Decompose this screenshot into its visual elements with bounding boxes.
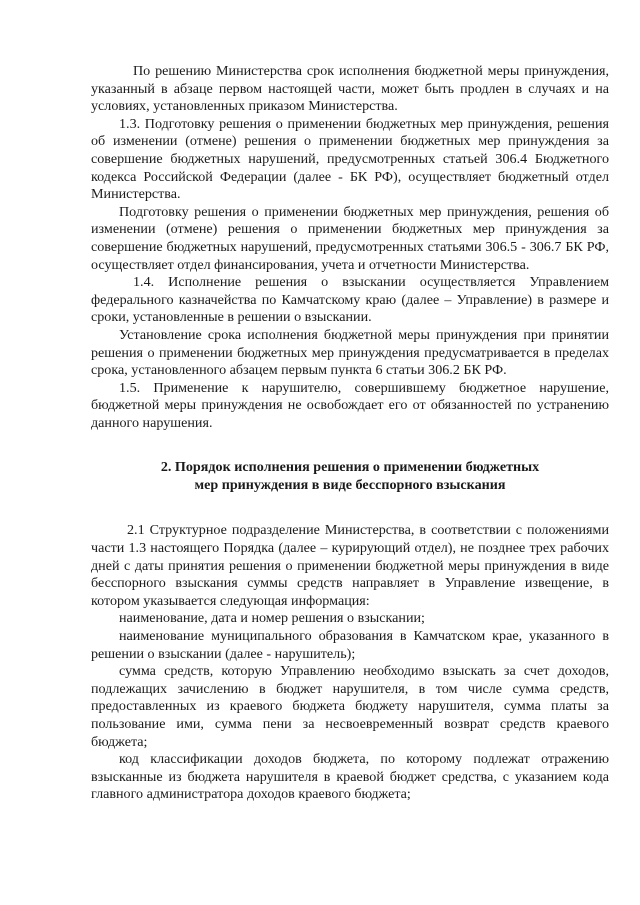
paragraph: 1.3. Подготовку решения о применении бюджетных мер принуждения, решения об изменении (отмене) решения о применении бюджетных мер принуждения за совершение бюджетных нарушений, предусмотренных статьей 306.4 Бюджетного кодекса Российской Федерации (далее - БК РФ), осуществляет бюджетный отдел Министерства. <box>91 115 609 203</box>
document-body <box>91 63 609 804</box>
paragraph: 1.4. Исполнение решения о взыскании осуществляется Управлением федерального казначейства по Камчатскому краю (далее – Управление) в размере и сроки, установленные в решении о взыскании. <box>91 274 609 326</box>
paragraph: Подготовку решения о применении бюджетных мер принуждения, решения об изменении (отмене) решения о применении бюджетных мер принуждения за совершение бюджетных нарушений, предусмотренных статьями 306.5 - 306.7 БК РФ, осуществляет отдел финансирования, учета и отчетности Министерства. <box>91 203 609 273</box>
paragraph: наименование муниципального образования в Камчатском крае, указанного в решении о взыскании (далее - нарушитель); <box>91 628 609 662</box>
paragraph: 1.5. Применение к нарушителю, совершившему бюджетное нарушение, бюджетной меры принуждения не освобождает его от обязанностей по устранению данного нарушения. <box>91 379 609 431</box>
paragraph: Установление срока исполнения бюджетной меры принуждения при принятии решения о применении бюджетных мер принуждения предусматривается в пределах срока, установленного абзацем первым пункта 6 статьи 306.2 БК РФ. <box>91 326 609 379</box>
paragraph: сумма средств, которую Управлению необходимо взыскать за счет доходов, подлежащих зачислению в бюджет нарушителя, в том числе сумма средств, предоставленных из краевого бюджета бюджету нарушителя, сумма платы за пользование ими, сумма пени за несвоевременный возврат средств краевого бюджета; <box>91 663 609 750</box>
paragraph: 2.1 Структурное подразделение Министерства, в соответствии с положениями части 1.3 настоящего Порядка (далее – курирующий отдел), не позднее трех рабочих дней с даты принятия решения о применении бюджетной меры принуждения в виде бесспорного взыскания суммы средств направляет в Управление извещение, в котором указывается следующая информация: <box>91 522 609 609</box>
paragraph: По решению Министерства срок исполнения бюджетной меры принуждения, указанный в абзаце первом настоящей части, может быть продлен в случаях и на условиях, установленных приказом Министерства. <box>91 63 609 115</box>
spacer <box>91 494 609 522</box>
section-heading <box>91 458 609 494</box>
paragraph: наименование, дата и номер решения о взыскании; <box>119 610 425 627</box>
paragraph: код классификации доходов бюджета, по которому подлежат отражению взысканные из бюджета нарушителя в краевой бюджет средства, с указанием кода главного администратора доходов краевого бюджета; <box>91 751 609 803</box>
section-heading-line: 2. Порядок исполнения решения о применении бюджетных <box>160 459 540 476</box>
section-heading-line: мер принуждения в виде бесспорного взыскания <box>194 477 506 494</box>
